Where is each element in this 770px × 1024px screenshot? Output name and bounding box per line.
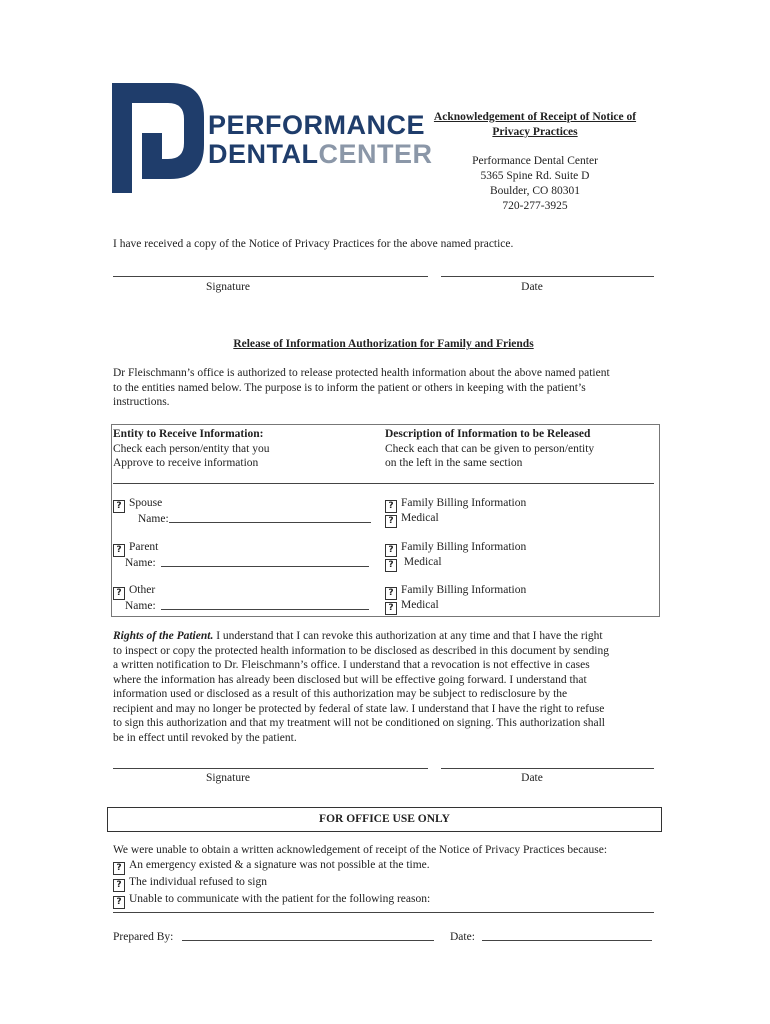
info-label: Medical <box>401 512 439 524</box>
entity-label: Parent <box>129 541 159 553</box>
parent-name-field[interactable] <box>161 556 369 567</box>
refused-checkbox[interactable]: ? <box>113 879 125 892</box>
other-checkbox[interactable]: ? <box>113 587 125 600</box>
parent-checkbox[interactable]: ? <box>113 544 125 557</box>
other-billing-checkbox[interactable]: ? <box>385 587 397 600</box>
name-label: Name: <box>138 513 169 525</box>
name-label: Name: <box>125 600 156 612</box>
office-date-label: Date: <box>450 931 475 943</box>
release-intro-line: Dr Fleischmann’s office is authorized to release protected health information about the above named patient <box>113 367 610 379</box>
logo-wordmark-dental: DENTAL <box>208 139 319 169</box>
signature-label: Signature <box>205 281 251 293</box>
info-label: Family Billing Information <box>401 541 527 553</box>
office-date-row <box>450 930 652 943</box>
practice-phone: 720-277-3925 <box>502 200 568 212</box>
entity-header-sub: Check each person/entity that you <box>113 442 270 455</box>
date-label: Date <box>521 281 543 293</box>
emergency-checkbox[interactable]: ? <box>113 862 125 875</box>
release-intro-line: instructions. <box>113 396 170 408</box>
parent-info-billing <box>385 541 526 557</box>
rights-line: be in effect until revoked by the patient. <box>113 731 297 744</box>
other-medical-checkbox[interactable]: ? <box>385 602 397 615</box>
info-label: Family Billing Information <box>401 584 527 596</box>
office-statement: We were unable to obtain a written acknowledgement of receipt of the Notice of Privacy Practices because: <box>113 844 608 856</box>
info-label: Family Billing Information <box>401 497 527 509</box>
signature-label: Signature <box>205 772 251 784</box>
rights-heading: Rights of the Patient. <box>113 630 214 642</box>
table-row-parent <box>113 541 158 557</box>
rights-line: information used or disclosed as a result of this authorization may be subject to redisclosure by the <box>113 688 568 700</box>
table-row-other <box>113 584 155 600</box>
entity-header-title: Entity to Receive Information: <box>113 428 264 440</box>
receipt-statement: I have received a copy of the Notice of Privacy Practices for the above named practice. <box>113 238 514 250</box>
parent-name-row <box>125 556 369 569</box>
office-reason-row <box>113 875 673 892</box>
office-reason: The individual refused to sign <box>129 875 267 888</box>
document-header <box>410 110 660 214</box>
entity-label: Spouse <box>129 497 163 509</box>
prepared-by-label: Prepared By: <box>113 931 174 943</box>
other-info-billing <box>385 584 526 600</box>
practice-logo <box>112 83 433 195</box>
practice-address-line1: 5365 Spine Rd. Suite D <box>480 170 590 182</box>
spouse-info-billing <box>385 497 526 513</box>
release-intro <box>113 366 673 410</box>
parent-billing-checkbox[interactable]: ? <box>385 544 397 557</box>
logo-wordmark-line2 <box>208 141 433 168</box>
office-reason: An emergency existed & a signature was not possible at the time. <box>129 858 430 871</box>
document-title-line1: Acknowledgement of Receipt of Notice of <box>433 111 637 123</box>
info-column-header <box>385 427 594 471</box>
entity-column-header <box>113 427 269 471</box>
office-use-section <box>113 843 673 909</box>
rights-line: to sign this authorization and that my treatment will not be conditioned on signing. This authorization shall <box>113 717 605 729</box>
table-header-divider <box>113 483 654 484</box>
rights-line: where the information has already been disclosed but will be effective going forward. I understand that <box>113 673 587 686</box>
document-title-line2: Privacy Practices <box>492 126 578 138</box>
table-row-spouse <box>113 497 162 513</box>
spouse-billing-checkbox[interactable]: ? <box>385 500 397 513</box>
practice-address-line2: Boulder, CO 80301 <box>490 185 580 197</box>
other-name-row <box>125 599 369 612</box>
info-header-sub: on the left in the same section <box>385 457 523 469</box>
spouse-info-medical <box>385 512 439 528</box>
rights-line: recipient and may no longer be protected by federal of state law. I understand that I have the right to refuse <box>113 702 605 715</box>
info-header-sub: Check each that can be given to person/entity <box>385 442 595 455</box>
office-date-field[interactable] <box>482 930 652 941</box>
logo-wordmark-center: CENTER <box>318 139 433 169</box>
parent-info-medical <box>385 556 442 572</box>
rights-line: to inspect or copy the protected health information to be disclosed as described in this document by sending <box>113 644 609 657</box>
rights-line: a written notification to Dr. Fleischmann’s office. I understand that a revocation is not effective in cases <box>113 659 590 671</box>
release-intro-line: to the entities named below. The purpose is to inform the patient or others in keeping with the patient’s <box>113 381 586 394</box>
rights-text: I understand that I can revoke this authorization at any time and that I have the right <box>213 630 603 642</box>
info-header-title: Description of Information to be Released <box>385 428 591 440</box>
unable-checkbox[interactable]: ? <box>113 896 125 909</box>
signature-line[interactable] <box>113 276 428 277</box>
office-reason-row <box>113 892 673 909</box>
date-line[interactable] <box>441 768 654 769</box>
office-use-banner: FOR OFFICE USE ONLY <box>107 807 662 832</box>
spouse-name-row <box>138 512 371 525</box>
practice-name: Performance Dental Center <box>472 155 598 167</box>
release-title: Release of Information Authorization for Family and Friends <box>233 338 534 350</box>
info-label: Medical <box>401 599 439 611</box>
other-info-medical <box>385 599 439 615</box>
logo-mark-icon <box>112 83 208 195</box>
logo-wordmark-line1: PERFORMANCE <box>208 110 426 140</box>
signature-line[interactable] <box>113 768 428 769</box>
spouse-medical-checkbox[interactable]: ? <box>385 515 397 528</box>
spouse-checkbox[interactable]: ? <box>113 500 125 513</box>
office-reason: Unable to communicate with the patient for the following reason: <box>129 892 431 905</box>
date-line[interactable] <box>441 276 654 277</box>
reason-line[interactable] <box>113 912 654 913</box>
date-label: Date <box>521 772 543 784</box>
name-label: Name: <box>125 557 156 569</box>
other-name-field[interactable] <box>161 599 369 610</box>
info-label: Medical <box>403 556 442 568</box>
prepared-by-field[interactable] <box>182 930 434 941</box>
parent-medical-checkbox[interactable]: ? <box>385 559 397 572</box>
entity-header-sub: Approve to receive information <box>113 457 259 469</box>
rights-line <box>113 629 673 644</box>
patient-rights-paragraph <box>113 629 673 745</box>
entity-label: Other <box>129 584 156 596</box>
prepared-by-row <box>113 930 434 943</box>
spouse-name-field[interactable] <box>169 512 371 523</box>
office-reason-row <box>113 858 673 875</box>
